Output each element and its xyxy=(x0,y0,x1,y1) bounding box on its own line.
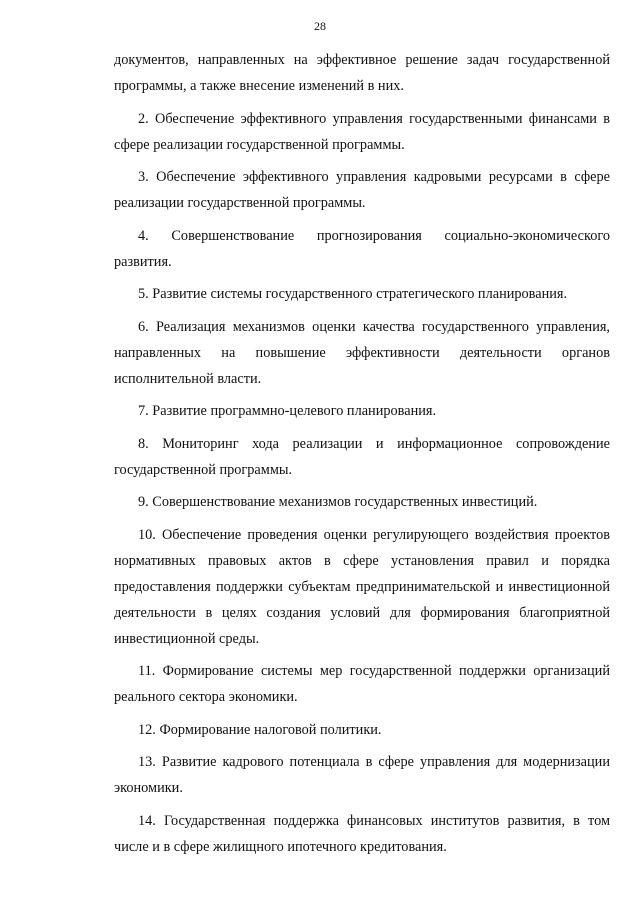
list-item-5: 5. Развитие системы государственного стратегического планирования. xyxy=(138,286,568,302)
list-item-3: 3. Обеспечение эффективного управления кадровыми ресурсами в сфере реализации государственной программы. xyxy=(114,169,610,211)
list-item-6: 6. Реализация механизмов оценки качества государственного управления, направленных на повышение эффективности деятельности органов исполнительной власти. xyxy=(114,318,610,387)
list-item-10: 10. Обеспечение проведения оценки регулирующего воздействия проектов нормативных правовых актов в сфере установления правил и порядка предоставления поддержки субъектам предпринимательской и инвестиционной деятельности в целях создания условий для формирования благоприятной инвестиционной среды. xyxy=(114,526,610,647)
page-number: 28 xyxy=(314,19,326,33)
paragraph-continuation: документов, направленных на эффективное решение задач государственной программы, а также внесение изменений в них. xyxy=(114,52,610,94)
list-item-7: 7. Развитие программно-целевого планирования. xyxy=(138,403,437,419)
list-item-4: 4. Совершенствование прогнозирования социально-экономического развития. xyxy=(114,227,610,270)
list-item-11: 11. Формирование системы мер государственной поддержки организаций реального сектора экономики. xyxy=(114,663,610,705)
list-item-9: 9. Совершенствование механизмов государственных инвестиций. xyxy=(138,494,538,510)
list-item-8: 8. Мониторинг хода реализации и информационное сопровождение государственной программы. xyxy=(114,435,610,478)
list-item-14: 14. Государственная поддержка финансовых институтов развития, в том числе и в сфере жилищного ипотечного кредитования. xyxy=(114,812,610,855)
document-body xyxy=(114,47,610,866)
list-item-13: 13. Развитие кадрового потенциала в сфере управления для модернизации экономики. xyxy=(114,754,610,796)
list-item-2: 2. Обеспечение эффективного управления государственными финансами в сфере реализации государственной программы. xyxy=(114,110,610,153)
list-item-12: 12. Формирование налоговой политики. xyxy=(138,721,382,738)
